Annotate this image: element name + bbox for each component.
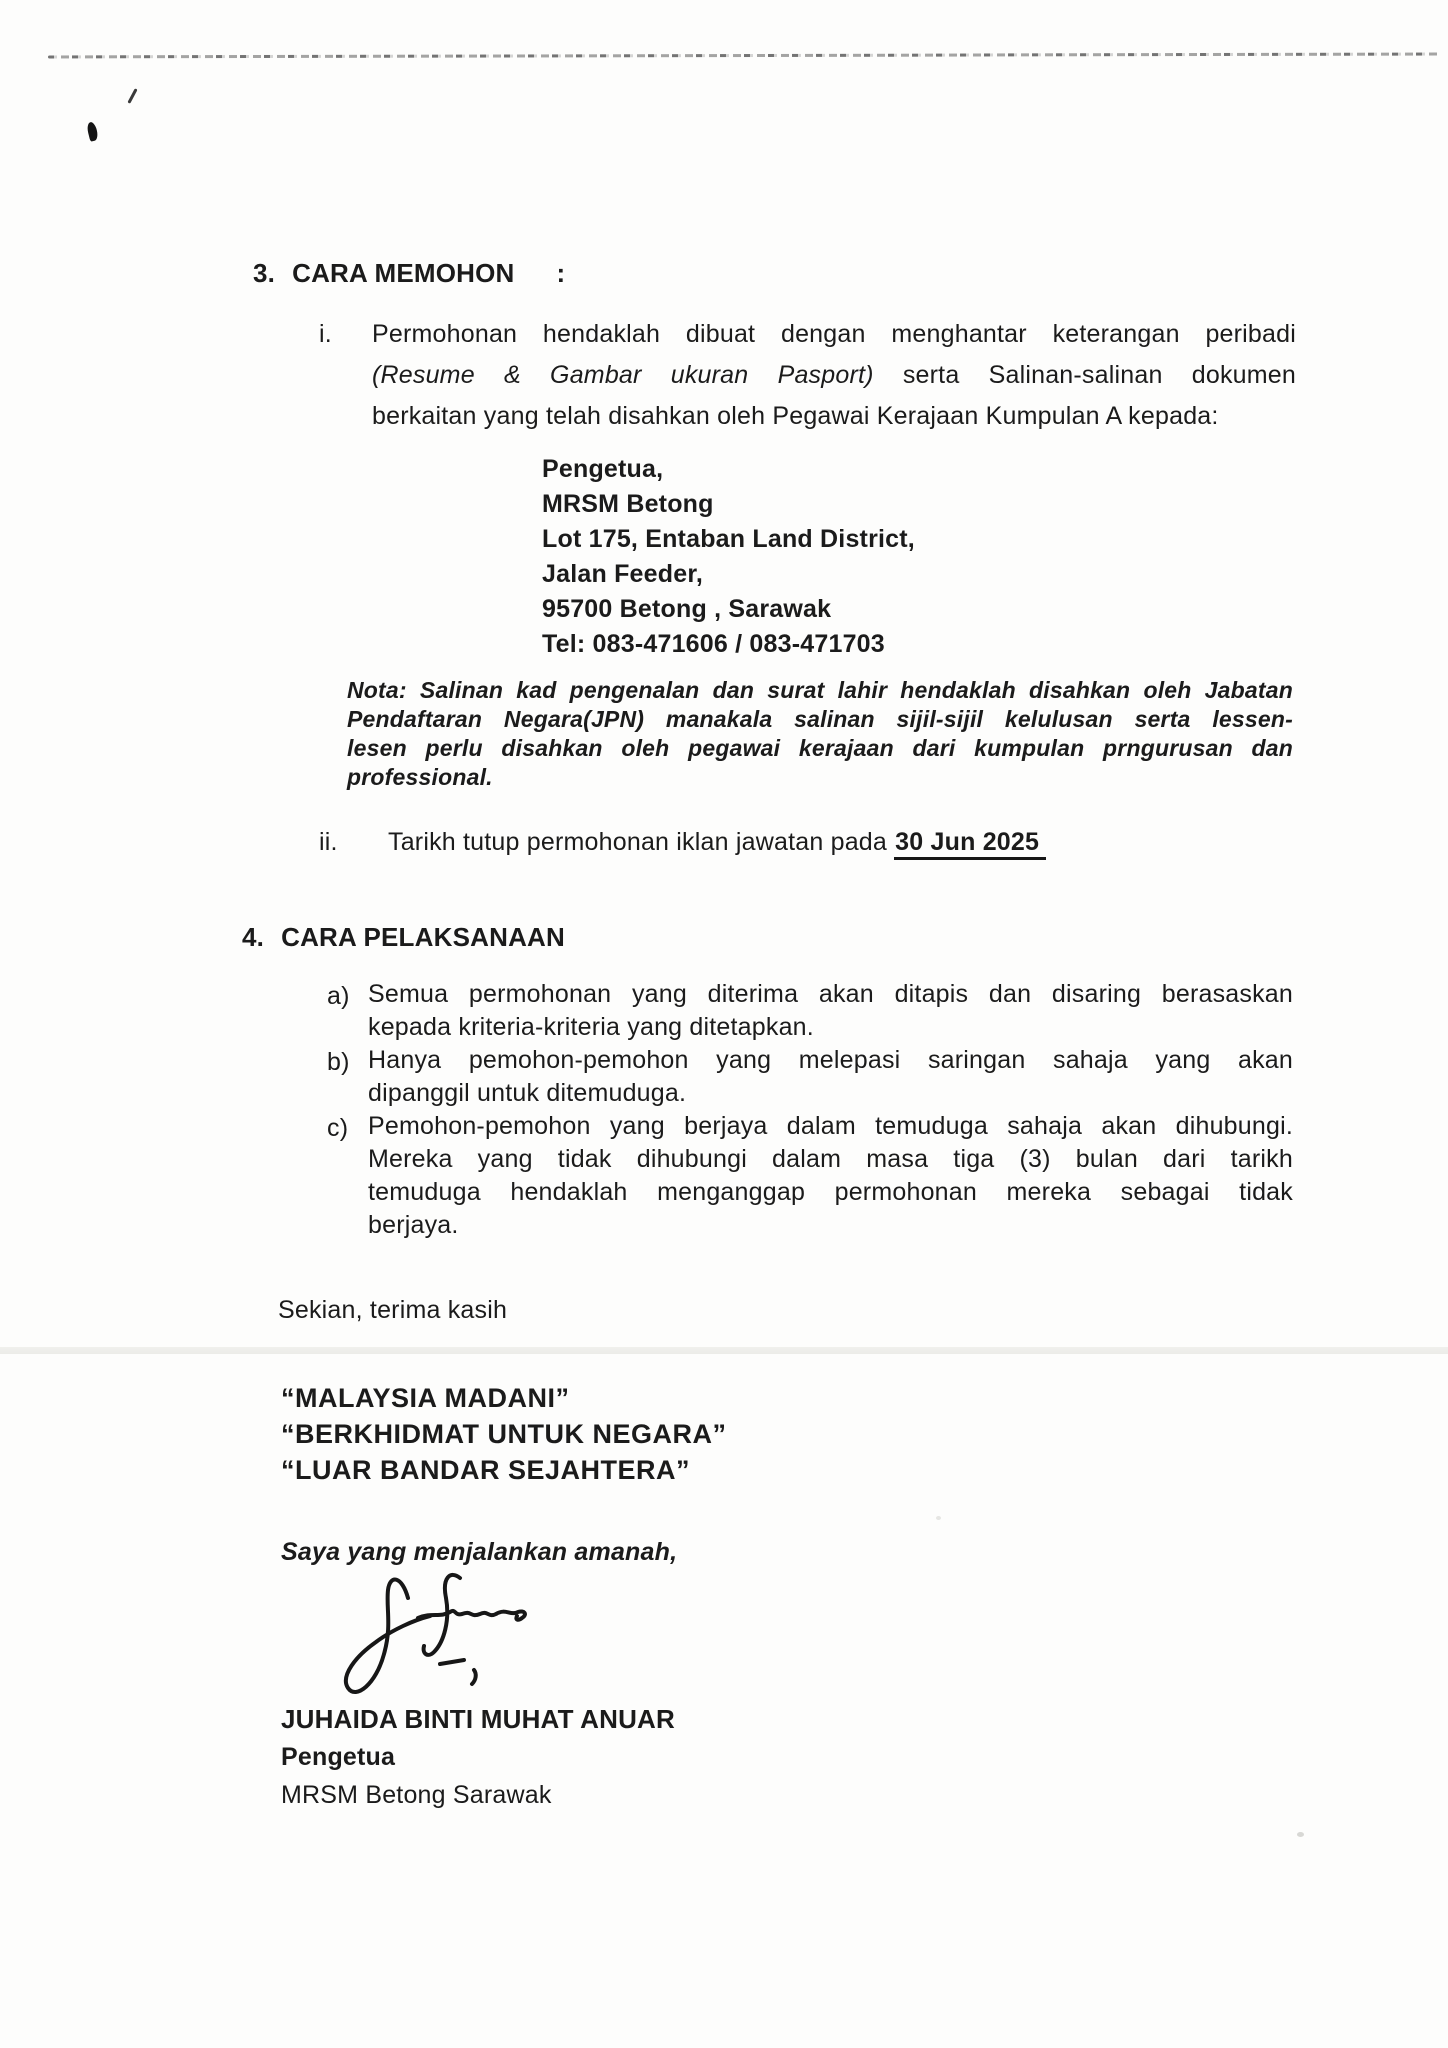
item-ii-marker: ii.: [319, 828, 338, 856]
list-item-c-line-4: berjaya.: [368, 1211, 459, 1239]
list-item-a: [0, 978, 1448, 1044]
nota-line-2: Pendaftaran Negara(JPN) manakala salinan sijil-sijil kelulusan serta lessen-: [347, 706, 1293, 732]
signature-scribble: [322, 1566, 562, 1706]
list-item-b-line-2: dipanggil untuk ditemuduga.: [368, 1079, 687, 1107]
section-3-number: 3.: [253, 258, 276, 288]
item-i-line-3: berkaitan yang telah disahkan oleh Pegawai Kerajaan Kumpulan A kepada:: [372, 402, 1219, 430]
item-i-line-2: [372, 355, 1296, 396]
item-i-line-1: Permohonan hendaklah dibuat dengan menghantar keterangan peribadi: [372, 320, 1296, 348]
nota-line-3: lesen perlu disahkan oleh pegawai kerajaan dari kumpulan prngurusan dan: [347, 735, 1293, 761]
nota-line-1: Nota: Salinan kad pengenalan dan surat lahir hendaklah disahkan oleh Jabatan: [347, 677, 1293, 703]
scan-artifact-top-line: [48, 53, 1440, 59]
section-4-title: CARA PELAKSANAAN: [281, 922, 565, 952]
scan-artifact-gray-band: [0, 1347, 1448, 1354]
signer-name: JUHAIDA BINTI MUHAT ANUAR: [281, 1704, 676, 1734]
item-ii: [0, 822, 1448, 863]
address-line-5: 95700 Betong , Sarawak: [542, 595, 832, 623]
list-item-c: [0, 1110, 1448, 1242]
list-item-a-marker: a): [327, 982, 350, 1010]
item-i: [0, 314, 1448, 437]
section-3-colon: :: [556, 258, 566, 288]
item-i-marker: i.: [319, 320, 332, 348]
item-i-line-2-rest: serta Salinan-salinan dokumen: [873, 361, 1296, 389]
nota-line-4: professional.: [347, 764, 493, 790]
list-item-a-line-2: kepada kriteria-kriteria yang ditetapkan.: [368, 1013, 814, 1041]
section-4-heading: [242, 922, 565, 953]
section-3-title: CARA MEMOHON: [292, 258, 515, 288]
list-item-b: [0, 1044, 1448, 1110]
list-item-a-line-1: Semua permohonan yang diterima akan ditapis dan disaring berasaskan: [368, 980, 1293, 1008]
recipient-address-block: [542, 452, 915, 662]
address-line-2: MRSM Betong: [542, 490, 714, 518]
nota-paragraph: [347, 676, 1293, 792]
section-4-number: 4.: [242, 922, 265, 952]
list-item-c-line-2: Mereka yang tidak dihubungi dalam masa tiga (3) bulan dari tarikh: [368, 1145, 1293, 1173]
signer-block: [281, 1700, 675, 1814]
item-ii-text: Tarikh tutup permohonan iklan jawatan pada: [388, 828, 895, 856]
address-line-6: Tel: 083-471606 / 083-471703: [542, 630, 885, 658]
scan-artifact-speck: [1297, 1832, 1304, 1837]
closing-date: 30 Jun 2025: [894, 828, 1046, 860]
slogan-luar-bandar: “LUAR BANDAR SEJAHTERA”: [281, 1455, 691, 1485]
list-item-b-marker: b): [327, 1048, 350, 1076]
address-line-4: Jalan Feeder,: [542, 560, 704, 588]
list-item-c-line-3: temuduga hendaklah menganggap permohonan mereka sebagai tidak: [368, 1178, 1293, 1206]
list-item-c-marker: c): [327, 1114, 349, 1142]
section-3-heading: [253, 258, 565, 289]
scan-artifact-tick-mark: [127, 88, 137, 104]
slogan-malaysia-madani: “MALAYSIA MADANI”: [281, 1383, 570, 1413]
valediction: Saya yang menjalankan amanah,: [281, 1538, 678, 1566]
signature: [322, 1566, 562, 1711]
signer-title: Pengetua: [281, 1743, 396, 1771]
signer-org: MRSM Betong Sarawak: [281, 1781, 552, 1809]
list-item-c-line-1: Pemohon-pemohon yang berjaya dalam temuduga sahaja akan dihubungi.: [368, 1112, 1293, 1140]
closing-thanks: Sekian, terima kasih: [278, 1296, 508, 1324]
scan-artifact-ink-dot: [86, 121, 99, 142]
list-item-b-line-1: Hanya pemohon-pemohon yang melepasi saringan sahaja yang akan: [368, 1046, 1293, 1074]
item-i-italic-segment: (Resume & Gambar ukuran Pasport): [372, 361, 874, 389]
slogan-berkhidmat: “BERKHIDMAT UNTUK NEGARA”: [281, 1419, 727, 1449]
scan-artifact-speck-2: [936, 1516, 941, 1520]
address-line-3: Lot 175, Entaban Land District,: [542, 525, 915, 553]
pelaksanaan-list: [0, 978, 1448, 1242]
slogan-block: [281, 1380, 726, 1488]
address-line-1: Pengetua,: [542, 455, 664, 483]
